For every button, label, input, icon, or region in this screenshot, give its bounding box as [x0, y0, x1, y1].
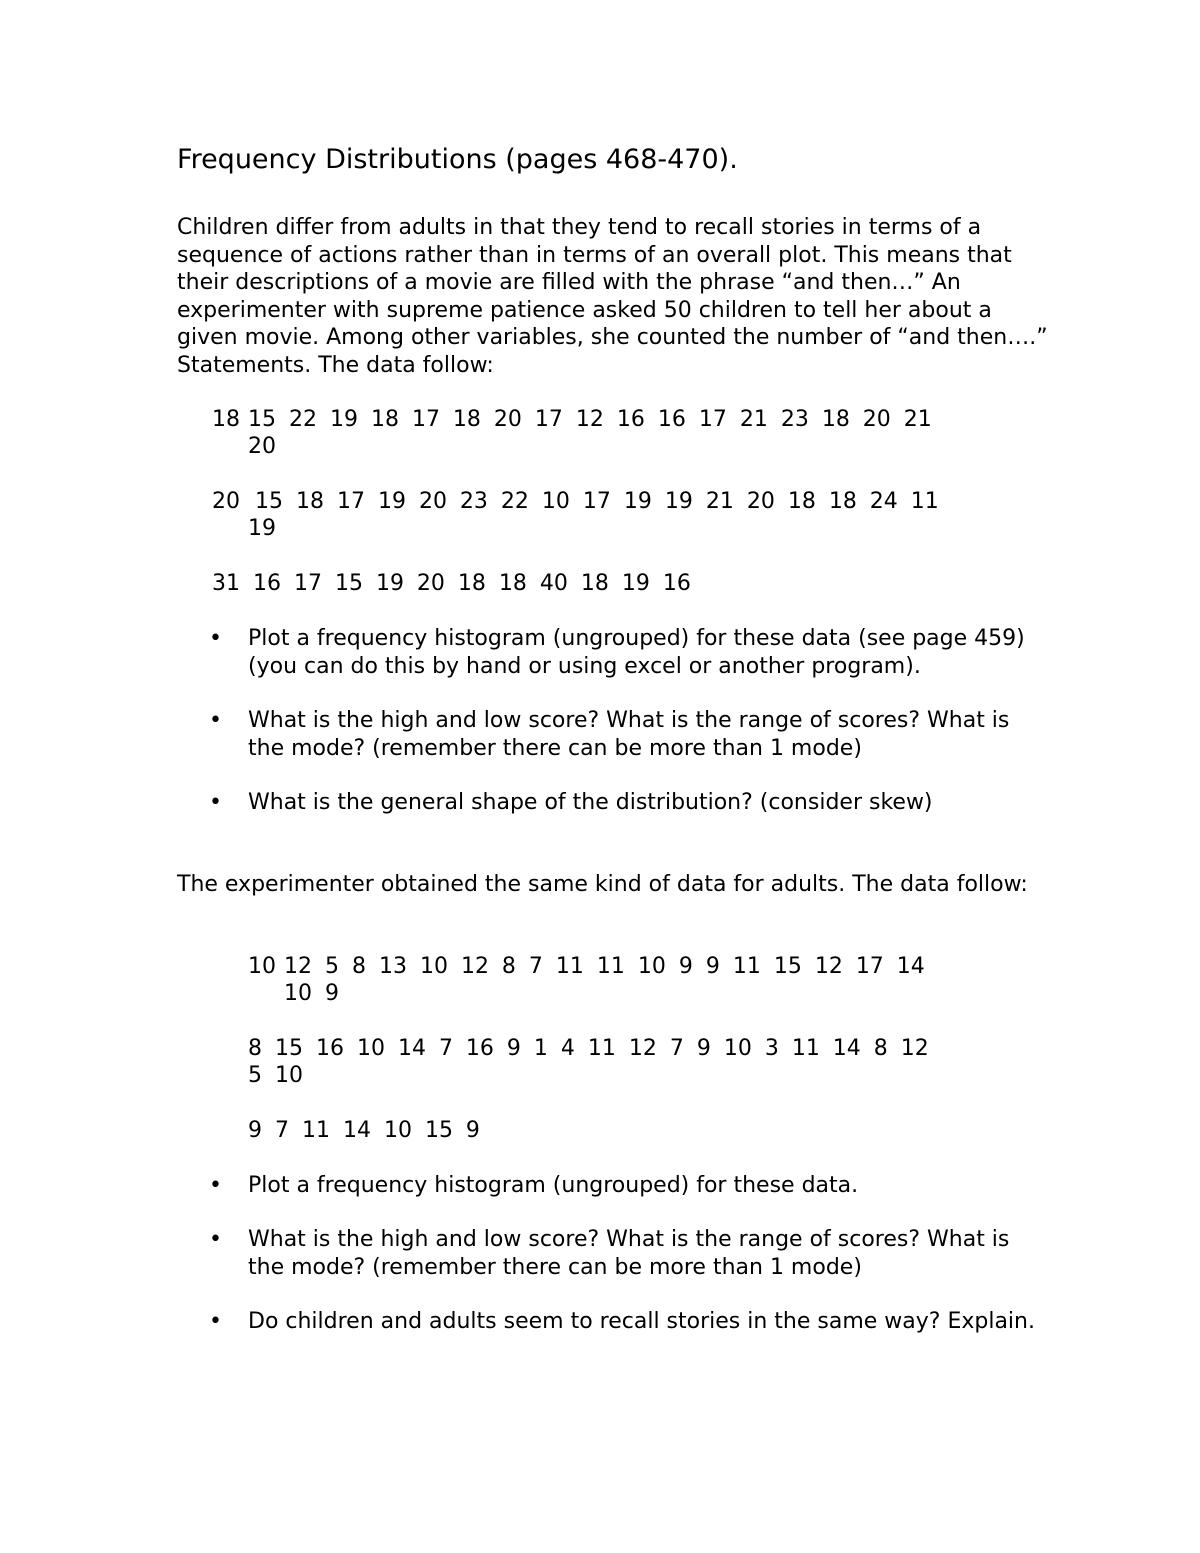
- adults-data-row-1-wrap: 10 9: [284, 981, 339, 1006]
- adults-intro-paragraph: The experimenter obtained the same kind of data for adults. The data follow:: [177, 872, 1028, 897]
- adults-data-row-1-first: 10: [248, 954, 276, 979]
- intro-paragraph: Children differ from adults in that they tend to recall stories in terms of a sequence of actions rather than in terms of an overall plot. This means that their descriptions of a movie are filled with the phrase “and then…” An experimenter with supreme patience asked 50 children to tell her about a given movie. Among other variables, she counted the number of “and then….” Statements. The data follow:: [177, 215, 1048, 378]
- children-question-1: Plot a frequency histogram (ungrouped) for these data (see page 459)(you can do this by hand or using excel or another program).: [248, 626, 1025, 679]
- children-question-3: What is the general shape of the distribution? (consider skew): [248, 790, 933, 815]
- children-data-row-1-wrap: 20: [248, 434, 276, 459]
- adults-data-row-1: 12 5 8 13 10 12 8 7 11 11 10 9 9 11 15 12 17 14: [284, 954, 925, 979]
- adults-question-1: Plot a frequency histogram (ungrouped) for these data.: [248, 1173, 859, 1198]
- bullet-icon: •: [209, 1309, 222, 1334]
- children-data-row-1: 15 22 19 18 17 18 20 17 12 16 16 17 21 23 18 20 21: [248, 407, 932, 432]
- children-data-row-2: 15 18 17 19 20 23 22 10 17 19 19 21 20 18 18 24 11: [255, 489, 939, 514]
- children-data-row-2-wrap: 19: [248, 516, 276, 541]
- children-question-2: What is the high and low score? What is the range of scores? What is the mode? (remember there can be more than 1 mode): [248, 708, 1010, 761]
- adults-question-2: What is the high and low score? What is the range of scores? What is the mode? (remember there can be more than 1 mode): [248, 1227, 1010, 1280]
- page-title: Frequency Distributions (pages 468-470).: [177, 144, 738, 175]
- adults-data-row-2-wrap: 5 10: [248, 1063, 303, 1088]
- bullet-icon: •: [209, 626, 222, 651]
- adults-data-row-3: 9 7 11 14 10 15 9: [248, 1118, 480, 1143]
- adults-question-3: Do children and adults seem to recall stories in the same way? Explain.: [248, 1309, 1035, 1334]
- bullet-icon: •: [209, 790, 222, 815]
- bullet-icon: •: [209, 1173, 222, 1198]
- children-data-row-1-first: 18: [212, 407, 240, 432]
- children-data-row-2-first: 20: [212, 489, 240, 514]
- bullet-icon: •: [209, 708, 222, 733]
- bullet-icon: •: [209, 1227, 222, 1252]
- adults-data-row-2: 8 15 16 10 14 7 16 9 1 4 11 12 7 9 10 3 11 14 8 12: [248, 1036, 929, 1061]
- children-data-row-3: 31 16 17 15 19 20 18 18 40 18 19 16: [212, 571, 691, 596]
